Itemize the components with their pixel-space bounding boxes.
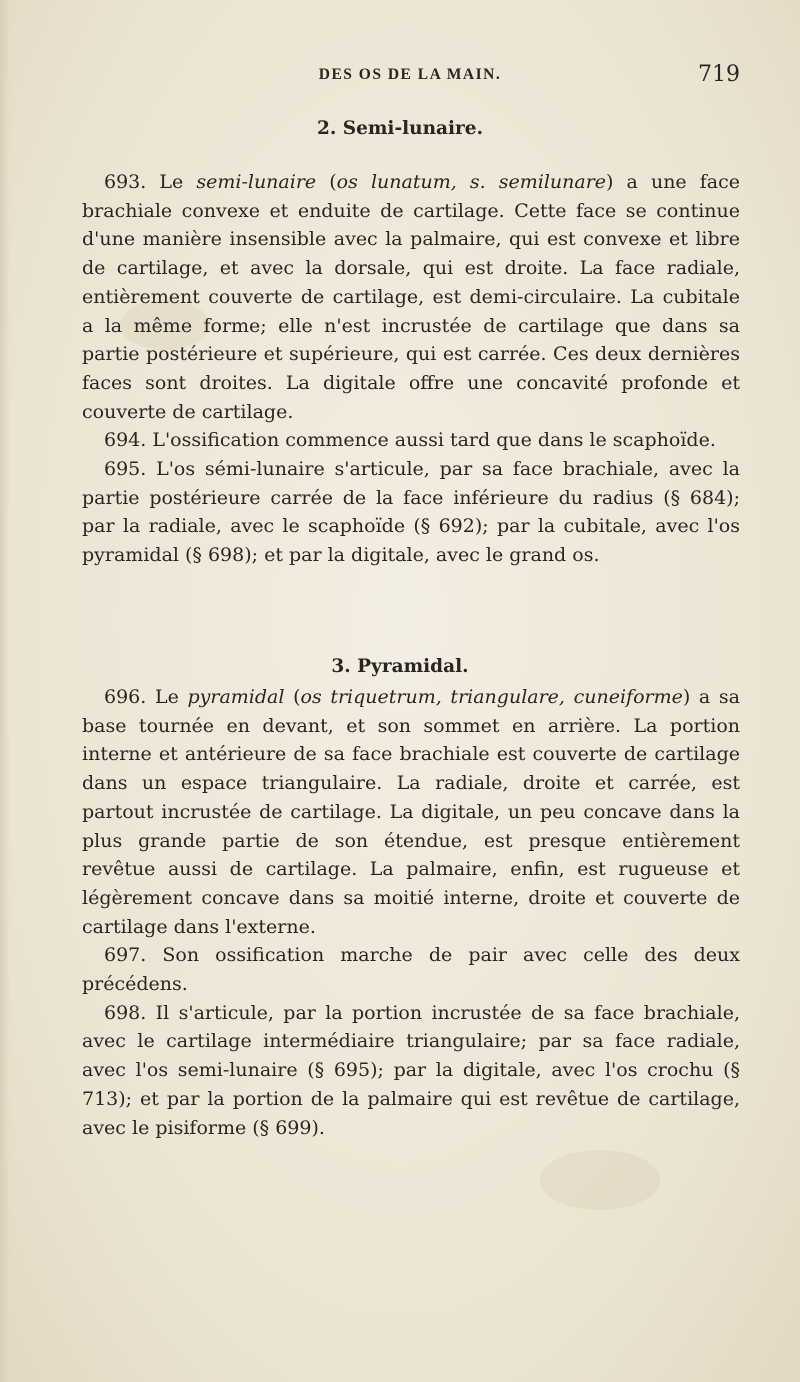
paragraph-698: 698. Il s'articule, par la portion incrustée de sa face brachiale, avec le cartilage intermédiaire triangulaire; par sa face radiale, avec l'os semi-lunaire (§ 695); par la digitale, avec l'os crochu (§ 713); et par la portion de la palmaire qui est revêtue de cartilage, avec le pisiforme (§ 699). <box>82 1001 740 1139</box>
text-block-pyramidal <box>82 683 740 1142</box>
paragraph-695: 695. L'os sémi-lunaire s'articule, par sa face brachiale, avec la partie postérieure carrée de la face inférieure du radius (§ 684); par la radiale, avec le scaphoïde (§ 692); par la cubitale, avec l'os pyramidal (§ 698); et par la digitale, avec le grand os. <box>82 458 740 567</box>
paper-stain <box>540 1150 660 1210</box>
page-edge-shadow <box>0 0 10 1382</box>
text-block-semi-lunaire <box>82 168 740 570</box>
paragraph-697: 697. Son ossification marche de pair avec celle des deux précédens. <box>82 944 740 996</box>
running-title: DES OS DE LA MAIN. <box>318 66 502 83</box>
section-heading-semi-lunaire: 2. Semi-lunaire. <box>316 118 484 139</box>
section-heading-pyramidal: 3. Pyramidal. <box>331 656 469 677</box>
page-header <box>80 62 740 90</box>
page-number: 719 <box>698 62 740 87</box>
paragraph-696: 696. Le pyramidal (os triquetrum, triangulare, cuneiforme) a sa base tournée en devant, et son sommet en arrière. La portion interne et antérieure de sa face brachiale est couverte de cartilage dans un espace triangulaire. La radiale, droite et carrée, est partout incrustée de cartilage. La digitale, un peu concave dans la plus grande partie de son étendue, est presque entièrement revêtue aussi de cartilage. La palmaire, enfin, est rugueuse et légèrement concave dans sa moitié interne, droite et couverte de cartilage dans l'externe. <box>82 686 740 938</box>
paragraph-694: 694. L'ossification commence aussi tard que dans le scaphoïde. <box>104 429 716 452</box>
paragraph-693: 693. Le semi-lunaire (os lunatum, s. semilunare) a une face brachiale convexe et enduite de cartilage. Cette face se continue d'une manière insensible avec la palmaire, qui est convexe et libre de cartilage, et avec la dorsale, qui est droite. La face radiale, entièrement couverte de cartilage, est demi-circulaire. La cubitale a la même forme; elle n'est incrustée de cartilage que dans sa partie postérieure et supérieure, qui est carrée. Ces deux dernières faces sont droites. La digitale offre une concavité profonde et couverte de cartilage. <box>82 171 741 423</box>
